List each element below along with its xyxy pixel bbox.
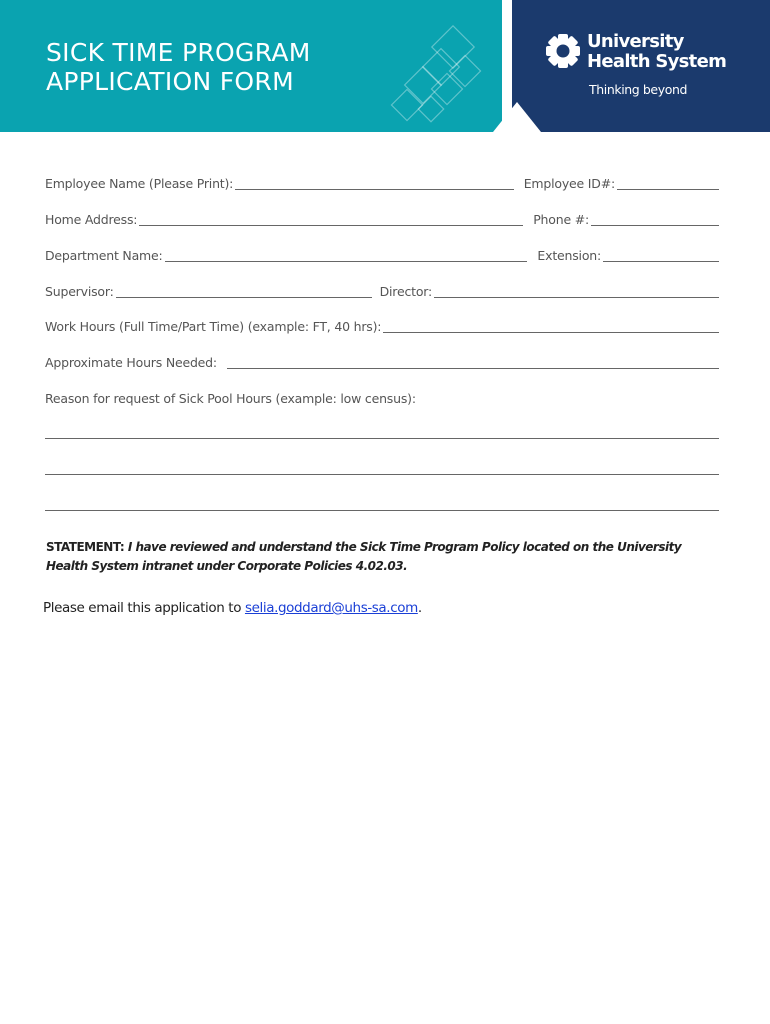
approx-hours-field[interactable] bbox=[227, 355, 719, 369]
employee-name-field[interactable] bbox=[235, 176, 514, 190]
row-department bbox=[45, 244, 719, 264]
email-instruction bbox=[43, 600, 422, 616]
home-address-label: Home Address: bbox=[45, 212, 138, 227]
director-label: Director: bbox=[379, 284, 432, 299]
reason-field-line-1[interactable] bbox=[45, 438, 719, 439]
department-field[interactable] bbox=[165, 248, 528, 262]
row-approx-hours bbox=[45, 351, 719, 371]
row-supervisor bbox=[45, 280, 719, 300]
work-hours-field[interactable] bbox=[383, 319, 719, 333]
approx-hours-label: Approximate Hours Needed: bbox=[45, 355, 217, 370]
phone-field[interactable] bbox=[591, 212, 719, 226]
statement-body: I have reviewed and understand the Sick Time Program Policy located on the University Health System intranet under Corporate Policies 4.02.03. bbox=[46, 540, 682, 573]
form-title: SICK TIME PROGRAM APPLICATION FORM bbox=[46, 38, 311, 96]
home-address-field[interactable] bbox=[139, 212, 523, 226]
diamond-pattern-icon bbox=[388, 20, 498, 132]
supervisor-field[interactable] bbox=[116, 284, 372, 298]
logo-wordmark: University Health System bbox=[587, 31, 727, 72]
phone-label: Phone #: bbox=[533, 212, 589, 227]
extension-field[interactable] bbox=[603, 248, 719, 262]
banner-notch bbox=[493, 102, 541, 132]
header-banner bbox=[0, 0, 770, 132]
uhs-star-logo-icon bbox=[546, 33, 580, 69]
row-employee bbox=[45, 172, 719, 192]
row-address bbox=[45, 208, 719, 228]
email-link[interactable]: selia.goddard@uhs-sa.com bbox=[244, 600, 418, 616]
work-hours-label: Work Hours (Full Time/Part Time) (example: FT, 40 hrs): bbox=[45, 319, 382, 334]
reason-field-line-3[interactable] bbox=[45, 510, 719, 511]
extension-label: Extension: bbox=[537, 248, 601, 263]
statement-lead: STATEMENT: bbox=[46, 540, 125, 554]
policy-statement bbox=[46, 538, 726, 576]
employee-id-field[interactable] bbox=[617, 176, 719, 190]
employee-id-label: Employee ID#: bbox=[523, 176, 615, 191]
reason-field-line-2[interactable] bbox=[45, 474, 719, 475]
director-field[interactable] bbox=[434, 284, 719, 298]
email-prefix: Please email this application to bbox=[43, 600, 245, 616]
row-reason bbox=[45, 387, 719, 407]
row-work-hours bbox=[45, 315, 719, 335]
supervisor-label: Supervisor: bbox=[45, 284, 114, 299]
reason-label: Reason for request of Sick Pool Hours (example: low census): bbox=[45, 391, 416, 406]
department-label: Department Name: bbox=[45, 248, 163, 263]
logo-tagline: Thinking beyond bbox=[589, 82, 688, 97]
employee-name-label: Employee Name (Please Print): bbox=[45, 176, 234, 191]
email-suffix: . bbox=[417, 600, 422, 616]
